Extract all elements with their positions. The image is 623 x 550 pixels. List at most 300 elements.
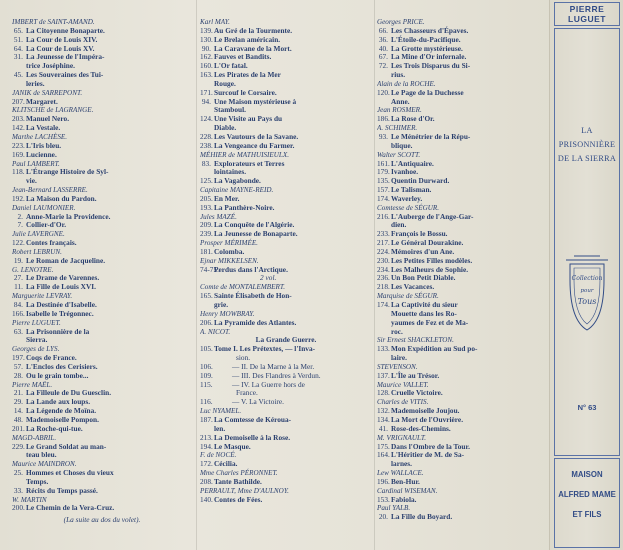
book-entry xyxy=(200,177,372,186)
book-entry xyxy=(200,398,372,407)
title-text: len. xyxy=(214,423,226,433)
book-title: Contes de Fées. xyxy=(214,494,263,504)
cover-title-line: DE LA SIERRA xyxy=(557,154,617,163)
book-number: 206. xyxy=(200,317,213,327)
book-number: 125. xyxy=(200,176,213,186)
book-title: Mémoires d'un Ane. xyxy=(391,246,455,256)
fold-line xyxy=(196,0,197,550)
book-title: Manuel Nero. xyxy=(26,114,70,124)
book-number: 234. xyxy=(377,264,390,274)
book-title: Le Grand Soldat au man- xyxy=(26,441,107,451)
title-text: teau bleu. xyxy=(26,450,57,460)
book-title: La Fille du Boyard. xyxy=(391,512,453,522)
book-title: Ivanhoe. xyxy=(391,167,419,177)
book-entry xyxy=(377,425,545,434)
book-entry xyxy=(200,204,372,213)
book-number: 28. xyxy=(13,370,23,380)
book-title: La Jeunesse de Bonaparte. xyxy=(214,229,298,239)
emblem-text: Tous xyxy=(577,297,597,306)
author-name: Luc NYAMEL. xyxy=(200,407,242,416)
author-name: Sir Ernest SHACKLETON. xyxy=(377,336,454,345)
volume-title: — V. La Victoire. xyxy=(232,397,284,407)
book-title: La Filleule de Du Guesclin. xyxy=(26,388,112,398)
book-title: Anne-Marie la Providence. xyxy=(26,211,111,221)
title-text: lointaines. xyxy=(214,167,247,177)
book-title: Les Petites Filles modèles. xyxy=(391,255,473,265)
cover-volume-number: N° 63 xyxy=(577,403,597,412)
continuation-note: (La suite au dos du volet). xyxy=(63,515,141,525)
book-title: La Roche-qui-tue. xyxy=(26,423,83,433)
book-entry xyxy=(377,283,545,292)
author-name: MAGD-ABRIL. xyxy=(12,433,57,442)
book-title: Les Vacances. xyxy=(391,282,435,292)
book-number: 14. xyxy=(13,406,23,416)
book-title: La Prisonnière de la xyxy=(26,326,90,336)
book-title: Sainte Élisabeth de Hon- xyxy=(214,291,292,301)
book-title: Le Chemin de la Vera-Cruz. xyxy=(26,503,115,513)
book-number: 116. xyxy=(200,397,213,407)
book-cover-panel xyxy=(549,0,623,550)
book-number: 19. xyxy=(13,255,23,265)
book-number: 74-75. xyxy=(200,264,219,274)
book-entry xyxy=(12,283,192,292)
book-title: Explorateurs et Terres xyxy=(214,158,285,168)
book-title: Fauves et Bandits. xyxy=(214,52,272,62)
book-number: 239. xyxy=(200,229,213,239)
book-number: 41. xyxy=(378,423,388,433)
title-continuation xyxy=(377,460,545,469)
book-title: L'Or fatal. xyxy=(214,61,248,71)
book-number: 160. xyxy=(200,61,213,71)
book-title: La Caravane de la Mort. xyxy=(214,43,292,53)
book-title: La Destinée d'Isabelle. xyxy=(26,300,97,309)
book-title: La Maison du Pardon. xyxy=(26,193,97,203)
book-title: Les Malheurs de Sophie. xyxy=(391,264,469,274)
book-number: 11. xyxy=(14,282,23,292)
book-number: 135. xyxy=(377,176,390,186)
title-continuation xyxy=(200,301,372,310)
book-title: Le Ménétrier de la Répu- xyxy=(391,131,471,141)
book-number: 142. xyxy=(12,123,25,133)
title-text: laire. xyxy=(391,353,407,363)
book-title: Colomba. xyxy=(214,246,245,256)
title-continuation xyxy=(377,142,545,151)
book-number: 217. xyxy=(377,238,390,248)
book-title: L'Enclos des Cerisiers. xyxy=(26,361,98,371)
cover-publisher-line: MAISON xyxy=(571,470,603,479)
book-title: L'Iris bleu. xyxy=(26,140,62,150)
book-title: Cruelle Victoire. xyxy=(391,388,443,398)
book-title: La Comtesse de Kéroua- xyxy=(214,414,292,424)
book-entry xyxy=(200,416,372,425)
book-entry xyxy=(377,478,545,487)
book-entry xyxy=(200,319,372,328)
author-name: Jean-Bernard LASSERRE. xyxy=(12,186,88,195)
author-name: Henry MOWBRAY. xyxy=(200,309,255,318)
book-number: 33. xyxy=(13,485,23,495)
book-number: 63. xyxy=(13,326,23,336)
book-number: 36. xyxy=(378,34,388,44)
emblem-text: Collection xyxy=(571,275,603,282)
book-number: 115. xyxy=(200,379,213,389)
book-title: Le Talisman. xyxy=(391,185,432,195)
book-title: Mon Expédition au Sud po- xyxy=(391,344,478,354)
author-name: Capitaine MAYNE-REID. xyxy=(200,186,274,195)
book-number: 65. xyxy=(13,25,23,35)
author-name: Marquise de SÉGUR. xyxy=(377,292,439,301)
author-name: Lew WALLACE. xyxy=(377,469,424,478)
title-text: Sierra. xyxy=(26,335,48,345)
book-entry xyxy=(12,98,192,107)
book-number: 7. xyxy=(17,220,23,230)
author-name: Jules MAZÉ. xyxy=(200,212,237,221)
fold-line xyxy=(374,0,375,550)
cover-title-line: PRISONNIÈRE xyxy=(558,140,616,149)
book-number: 230. xyxy=(377,255,390,265)
book-title: La Cour de Louis XV. xyxy=(26,43,95,53)
author-name: Alain de la ROCHE. xyxy=(377,79,436,88)
title-text: larnes. xyxy=(391,459,413,469)
book-number: 132. xyxy=(377,406,390,416)
book-number: 130. xyxy=(200,34,213,44)
book-entry xyxy=(12,124,192,133)
book-number: 21. xyxy=(13,388,23,398)
book-number: 40. xyxy=(378,43,388,53)
book-entry xyxy=(200,381,372,390)
book-number: 20. xyxy=(378,512,388,522)
book-entry xyxy=(12,310,192,319)
book-number: 181. xyxy=(200,246,213,256)
book-number: 94. xyxy=(201,96,211,106)
book-entry xyxy=(12,168,192,177)
cover-title xyxy=(550,124,623,166)
book-entry xyxy=(200,266,372,275)
book-number: 238. xyxy=(200,140,213,150)
book-number: 228. xyxy=(200,131,213,141)
book-number: 175. xyxy=(377,441,390,451)
book-title: Margaret. xyxy=(26,96,58,106)
book-number: 118. xyxy=(12,167,25,177)
book-title: La Cour de Louis XIV. xyxy=(26,34,98,44)
book-number: 83. xyxy=(201,158,211,168)
title-continuation xyxy=(377,71,545,80)
book-number: 193. xyxy=(200,202,213,212)
author-name: F. de NOCÉ. xyxy=(200,451,237,460)
book-title: Tome I. Les Prétextes, — l'Inva- xyxy=(214,344,316,354)
book-title: Quentin Durward. xyxy=(391,176,450,186)
book-number: 179. xyxy=(377,167,390,177)
book-number: 166. xyxy=(12,308,25,318)
book-entry xyxy=(12,487,192,496)
book-number: 216. xyxy=(377,211,390,221)
author-name: Georges de LYS. xyxy=(12,345,60,354)
book-title: L'Île au Trésor. xyxy=(391,370,440,380)
book-number: 45. xyxy=(13,70,23,80)
book-number: 205. xyxy=(200,193,213,203)
book-title: Waverley. xyxy=(391,193,423,203)
author-name: JANIK de SARREPONT. xyxy=(12,88,83,97)
book-number: 90. xyxy=(201,43,211,53)
title-continuation xyxy=(377,98,545,107)
book-title: La Demoiselle à la Rose. xyxy=(214,432,291,442)
author-name: Ejnar MIKKELSEN. xyxy=(200,256,259,265)
book-number: 128. xyxy=(377,388,390,398)
book-number: 192. xyxy=(12,193,25,203)
book-title: L'Étoile-du-Pacifique. xyxy=(391,34,461,44)
book-number: 197. xyxy=(12,353,25,363)
book-title: Les Souveraines des Tui- xyxy=(26,70,104,80)
book-number: 84. xyxy=(13,300,23,309)
author-name: Pierre LUGUET. xyxy=(12,318,61,327)
author-name: Marguerite LEVRAY. xyxy=(12,292,73,301)
book-number: 213. xyxy=(200,432,213,442)
author-name: Robert LEBRUN. xyxy=(12,247,62,256)
title-text: blique. xyxy=(391,140,413,150)
author-name: Karl MAY. xyxy=(200,18,230,26)
book-title: La Vestale. xyxy=(26,123,61,133)
title-continuation xyxy=(12,80,192,89)
book-title: Ben-Hur. xyxy=(391,476,420,486)
book-entry xyxy=(200,345,372,354)
book-number: 165. xyxy=(200,291,213,301)
book-entry xyxy=(200,443,372,452)
book-title: La Vagabonde. xyxy=(214,176,261,186)
author-name: Mme Charles PÉRONNET. xyxy=(200,469,278,478)
book-number: 201. xyxy=(12,423,25,433)
book-title: Mademoiselle Pompon. xyxy=(26,414,99,424)
book-title: Le Roman de Jacqueline. xyxy=(26,255,106,265)
book-title: Surcouf le Corsaire. xyxy=(214,87,277,97)
author-name: KLITSCHE de LAGRANGE. xyxy=(12,106,94,115)
book-title: Le Brelan américain. xyxy=(214,34,281,44)
title-continuation xyxy=(377,354,545,363)
book-title: La Vengeance du Farmer. xyxy=(214,140,295,150)
book-number: 139. xyxy=(200,25,213,35)
book-title: Contes français. xyxy=(26,238,77,248)
volume-note: 2 vol. xyxy=(260,273,277,283)
book-title: Hommes et Choses du vieux xyxy=(26,468,114,478)
cover-frame-main xyxy=(554,28,620,456)
cover-author-line: PIERRE xyxy=(569,4,605,14)
author-name: PERRAULT, Mme D'AULNOY. xyxy=(200,486,289,495)
book-title: Ou le grain tombe... xyxy=(26,370,89,380)
book-entry xyxy=(377,513,545,522)
book-number: 137. xyxy=(377,370,390,380)
book-number: 208. xyxy=(200,476,213,486)
book-number: 67. xyxy=(378,52,388,62)
title-continuation xyxy=(12,451,192,460)
book-entry xyxy=(12,425,192,434)
title-text: dien. xyxy=(391,220,407,230)
book-number: 172. xyxy=(200,459,213,469)
book-number: 25. xyxy=(13,468,23,478)
author-name: A. SCHIMER. xyxy=(377,124,418,133)
book-number: 51. xyxy=(13,34,23,44)
book-number: 105. xyxy=(200,344,213,354)
subtitle-line: sion. xyxy=(236,353,251,363)
subtitle-line: France. xyxy=(236,388,258,398)
book-entry xyxy=(200,478,372,487)
book-number: 233. xyxy=(377,229,390,239)
book-entry xyxy=(377,372,545,381)
book-number: 207. xyxy=(12,96,25,106)
title-text: leries. xyxy=(26,78,45,88)
cover-publisher-line: ET FILS xyxy=(572,510,602,519)
title-continuation xyxy=(12,177,192,186)
book-entry xyxy=(377,115,545,124)
book-entry xyxy=(200,142,372,151)
cover-title-line: LA xyxy=(581,126,593,135)
book-entry xyxy=(12,504,192,513)
catalogue-column-2 xyxy=(200,18,372,504)
book-entry xyxy=(12,151,192,160)
book-number: 31. xyxy=(13,52,23,62)
book-entry xyxy=(377,496,545,505)
book-number: 161. xyxy=(377,158,390,168)
book-number: 134. xyxy=(377,414,390,424)
book-title: Isabelle le Trégonnec. xyxy=(26,308,94,318)
author-name: MÉHIER de MATHUISIEULX. xyxy=(200,150,290,159)
book-number: 64. xyxy=(13,43,23,53)
book-number: 236. xyxy=(377,273,390,283)
author-name: Pierre MAËL. xyxy=(12,380,53,389)
author-name: IMBERT de SAINT-AMAND. xyxy=(12,18,95,26)
author-name: Prosper MÉRIMÉE. xyxy=(200,239,258,248)
title-continuation xyxy=(12,336,192,345)
book-number: 124. xyxy=(200,114,213,124)
author-name: Comte de MONTALEMBERT. xyxy=(200,283,286,292)
book-entry xyxy=(12,195,192,204)
book-entry xyxy=(377,195,545,204)
book-number: 140. xyxy=(200,494,213,504)
book-title: Fabiola. xyxy=(391,494,417,504)
title-text: Diable. xyxy=(214,123,237,133)
book-title: Une Visite au Pays du xyxy=(214,114,283,124)
title-text: Anne. xyxy=(391,96,410,106)
book-title: Un Bon Petit Diable. xyxy=(391,273,456,283)
title-text: Mouette dans les Ro- xyxy=(391,308,457,318)
book-title: Dans l'Ombre de la Tour. xyxy=(391,441,470,451)
author-name: M. VRIGNAULT. xyxy=(377,433,427,442)
book-title: François le Bossu. xyxy=(391,229,448,239)
book-number: 120. xyxy=(377,87,390,97)
book-number: 196. xyxy=(377,476,390,486)
book-number: 2. xyxy=(17,211,23,221)
author-name: Cardinal WISEMAN. xyxy=(377,486,438,495)
book-number: 200. xyxy=(12,503,25,513)
book-title: Les Pirates de la Mer xyxy=(214,70,281,80)
book-number: 229. xyxy=(12,441,25,451)
book-title: Cécilia. xyxy=(214,459,238,469)
author-name: Paul YALB. xyxy=(377,504,411,513)
author-name: Paul LAMBERT. xyxy=(12,159,60,168)
book-title: La Pyramide des Atlantes. xyxy=(214,317,297,327)
book-number: 66. xyxy=(378,25,388,35)
author-name: A. NICOT. xyxy=(200,327,231,336)
book-number: 157. xyxy=(377,185,390,195)
book-title: Récits du Temps passé. xyxy=(26,485,98,495)
book-entry xyxy=(200,230,372,239)
author-name: Maurice VALLET. xyxy=(377,380,429,389)
book-number: 174. xyxy=(377,193,390,203)
title-continuation xyxy=(377,328,545,337)
author-name: Georges PRICE. xyxy=(377,18,425,26)
book-number: 48. xyxy=(13,414,23,424)
author-name: Marthe LACHÈSE. xyxy=(12,132,68,141)
book-title: Mademoiselle Joujou. xyxy=(391,406,460,416)
author-name: Jean ROSMER. xyxy=(377,106,422,115)
book-number: 218. xyxy=(377,282,390,292)
book-title: La Légende de Moïna. xyxy=(26,406,97,416)
series-heading: La Grande Guerre. xyxy=(255,335,317,345)
author-name: Charles de VITIS. xyxy=(377,398,429,407)
title-text: vie. xyxy=(26,176,37,186)
book-number: 187. xyxy=(200,414,213,424)
book-entry xyxy=(377,389,545,398)
book-number: 224. xyxy=(377,246,390,256)
volume-title: — II. De la Marne à la Mer. xyxy=(232,361,315,371)
book-number: 109. xyxy=(200,370,213,380)
book-title: Rose-des-Chemins. xyxy=(391,423,451,433)
author-name: G. LENOTRE. xyxy=(12,265,54,274)
book-title: Le Général Dourakine. xyxy=(391,238,464,248)
book-title: Coqs de France. xyxy=(26,353,77,363)
book-number: 27. xyxy=(13,273,23,283)
book-number: 133. xyxy=(377,344,390,354)
book-title: Le Page de la Duchesse xyxy=(391,87,464,97)
book-title: En Mer. xyxy=(214,193,240,203)
book-title: La Grotte mystérieuse. xyxy=(391,43,463,53)
book-title: La Citoyenne Bonaparte. xyxy=(26,25,105,35)
emblem-text: pour xyxy=(580,288,594,294)
author-name: Comtesse de SÉGUR. xyxy=(377,203,440,212)
book-title: L'Antiquaire. xyxy=(391,158,434,168)
book-title: Les Chasseurs d'Épaves. xyxy=(391,25,469,35)
catalogue-column-1 xyxy=(12,18,192,525)
catalogue-column-3 xyxy=(377,18,545,522)
book-entry xyxy=(200,496,372,505)
book-title: Une Maison mystérieuse à xyxy=(214,96,297,106)
author-name: Walter SCOTT. xyxy=(377,150,421,159)
book-title: Les Trois Disparus du Si- xyxy=(391,61,471,71)
book-title: L'Étrange Histoire de Syl- xyxy=(26,167,109,177)
book-title: Le Masque. xyxy=(214,441,251,451)
book-title: Au Gré de la Tourmente. xyxy=(214,25,293,35)
book-number: 209. xyxy=(200,220,213,230)
book-entry xyxy=(12,372,192,381)
book-number: 122. xyxy=(12,238,25,248)
book-number: 153. xyxy=(377,494,390,504)
book-number: 203. xyxy=(12,114,25,124)
cover-author xyxy=(550,4,623,24)
title-text: trice Joséphine. xyxy=(26,61,75,71)
book-entry xyxy=(12,239,192,248)
book-number: 169. xyxy=(12,149,25,159)
title-text: rius. xyxy=(391,70,406,80)
book-title: L'Auberge de l'Ange-Gar- xyxy=(391,211,474,221)
book-number: 164. xyxy=(377,450,390,460)
book-title: L'Héritier de M. de Sa- xyxy=(391,450,465,460)
book-title: Collier-d'Or. xyxy=(26,220,67,230)
author-name: Daniel LAUMONIER. xyxy=(12,203,76,212)
title-text: Rouge. xyxy=(214,78,236,88)
cover-publisher xyxy=(550,465,623,525)
cover-author-line: LUGUET xyxy=(568,14,606,24)
book-title: La Captivité du sieur xyxy=(391,300,458,309)
title-text: grie. xyxy=(214,300,229,309)
book-number: 106. xyxy=(200,361,213,371)
author-name: STEVENSON. xyxy=(377,362,418,371)
